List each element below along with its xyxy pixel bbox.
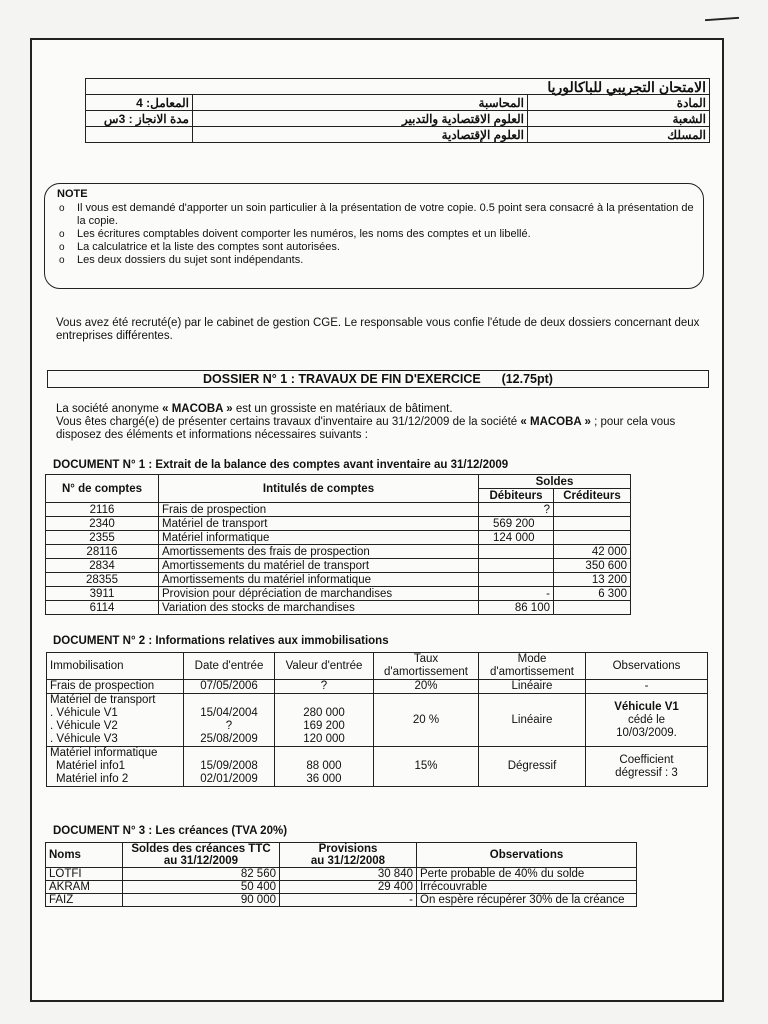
entry-values <box>275 747 374 787</box>
intro-paragraph: Vous avez été recruté(e) par le cabinet de gestion CGE. Le responsable vous confie l'étude de deux dossiers concernant deux entreprises différentes. <box>56 317 700 342</box>
asset-name: Frais de prospection <box>47 680 184 694</box>
entry-value: 280 000 <box>303 707 345 719</box>
entry-value: 88 000 <box>306 760 342 772</box>
asset-name: . Véhicule V2 <box>50 720 118 732</box>
col-header-line: Provisions <box>318 843 378 855</box>
provision: 29 400 <box>280 881 417 894</box>
col-header: Taux d'amortissement <box>374 653 479 680</box>
account-label: Amortissements du matériel informatique <box>159 573 479 587</box>
asset-group <box>47 694 184 747</box>
entry-value: 36 000 <box>306 773 342 785</box>
table-row <box>46 601 631 615</box>
exam-header-table <box>85 78 710 143</box>
depreciation-rate: 20 % <box>374 694 479 747</box>
note-item: o Les écritures comptables doivent comporter les numéros, les noms des comptes et un libellé. <box>55 228 695 241</box>
credit-value <box>554 601 631 615</box>
coefficient-cell <box>86 95 193 111</box>
entry-dates <box>184 694 275 747</box>
col-header: Soldes <box>479 475 631 489</box>
observation-line: Coefficient <box>619 753 674 766</box>
account-label: Amortissements des frais de prospection <box>159 545 479 559</box>
depreciation-mode: Linéaire <box>479 694 586 747</box>
entry-value: ? <box>275 680 374 694</box>
col-header: Observations <box>417 843 637 868</box>
account-number: 6114 <box>46 601 159 615</box>
entry-date: 25/08/2009 <box>200 733 258 745</box>
table-row <box>46 517 631 531</box>
credit-value <box>554 531 631 545</box>
account-label: Provision pour dépréciation de marchandises <box>159 587 479 601</box>
depreciation-mode: Linéaire <box>479 680 586 694</box>
entry-date: 07/05/2006 <box>184 680 275 694</box>
observation-line: 10/03/2009. <box>616 726 677 739</box>
note-title: NOTE <box>57 188 88 200</box>
asset-group-name: Matériel informatique <box>50 747 158 759</box>
pen-mark <box>705 17 739 21</box>
table-row <box>46 881 637 894</box>
observation-line: dégressif : 3 <box>615 766 678 779</box>
context-paragraph <box>56 403 706 442</box>
entry-value: 120 000 <box>303 733 345 745</box>
provision: - <box>280 894 417 907</box>
context-text: La société anonyme <box>56 403 163 415</box>
debit-value: 569 200 <box>479 517 554 531</box>
client-name: LOTFI <box>46 868 123 881</box>
observation: Perte probable de 40% du solde <box>417 868 637 881</box>
note-list <box>55 202 695 267</box>
context-text: est un grossiste en matériaux de bâtiment. <box>232 403 453 415</box>
account-label: Variation des stocks de marchandises <box>159 601 479 615</box>
col-header: N° de comptes <box>46 475 159 503</box>
table-row <box>47 694 708 747</box>
col-header: Noms <box>46 843 123 868</box>
table-row <box>46 531 631 545</box>
entry-values <box>275 694 374 747</box>
col-header: Date d'entrée <box>184 653 275 680</box>
account-label: Amortissements du matériel de transport <box>159 559 479 573</box>
observation-line: cédé le <box>627 713 666 726</box>
asset-name: Matériel info1 <box>56 760 126 772</box>
entry-date: 02/01/2009 <box>200 773 258 785</box>
observation <box>586 694 708 747</box>
doc1-table <box>45 474 631 615</box>
depreciation-mode: Dégressif <box>479 747 586 787</box>
branch-label: الشعبة <box>528 111 710 127</box>
subject-value: المحاسبة <box>193 95 528 111</box>
account-number: 2355 <box>46 531 159 545</box>
company-name: « MACOBA » <box>162 403 233 415</box>
account-number: 2116 <box>46 503 159 517</box>
entry-dates <box>184 747 275 787</box>
claim-balance: 82 560 <box>123 868 280 881</box>
coefficient-label: المعامل: <box>146 95 189 110</box>
account-label: Frais de prospection <box>159 503 479 517</box>
context-text: ; pour cela vous disposez des éléments et informations nécessaires suivants : <box>56 416 676 441</box>
table-row <box>46 559 631 573</box>
doc2-title: DOCUMENT N° 2 : Informations relatives aux immobilisations <box>53 635 389 647</box>
col-header: Mode d'amortissement <box>479 653 586 680</box>
table-row <box>46 545 631 559</box>
track-value: العلوم الإقتصادية <box>193 127 528 143</box>
client-name: AKRAM <box>46 881 123 894</box>
observation: On espère récupérer 30% de la créance <box>417 894 637 907</box>
duration-label: مدة الانجاز : <box>128 111 189 126</box>
note-item: o Les deux dossiers du sujet sont indépendants. <box>55 254 695 267</box>
col-header-line: au 31/12/2008 <box>310 855 386 867</box>
debit-value: ? <box>479 503 554 517</box>
observation <box>586 747 708 787</box>
depreciation-rate: 15% <box>374 747 479 787</box>
table-row <box>46 573 631 587</box>
exam-title: الامتحان التجريبي للباكالوريا <box>86 79 710 95</box>
empty-cell <box>86 127 193 143</box>
debit-value <box>479 545 554 559</box>
entry-value: 169 200 <box>303 720 345 732</box>
claim-balance: 90 000 <box>123 894 280 907</box>
col-header-line: au 31/12/2009 <box>163 855 239 867</box>
duration-cell <box>86 111 193 127</box>
col-header <box>280 843 417 868</box>
account-number: 28355 <box>46 573 159 587</box>
col-header-line: Soldes des créances TTC <box>131 843 271 855</box>
note-item: o Il vous est demandé d'apporter un soin particulier à la présentation de votre copie. 0.5 point sera consacré à la présentation de la copie. <box>55 202 695 228</box>
dossier-title-bar <box>47 370 709 388</box>
entry-date: 15/09/2008 <box>200 760 258 772</box>
asset-name: . Véhicule V1 <box>50 707 118 719</box>
observation: - <box>586 680 708 694</box>
debit-value: - <box>479 587 554 601</box>
asset-group-name: Matériel de transport <box>50 694 156 706</box>
credit-value <box>554 503 631 517</box>
depreciation-rate: 20% <box>374 680 479 694</box>
col-header: Valeur d'entrée <box>275 653 374 680</box>
observation: Irrécouvrable <box>417 881 637 894</box>
col-header: Intitulés de comptes <box>159 475 479 503</box>
note-box <box>44 183 704 289</box>
debit-value: 124 000 <box>479 531 554 545</box>
table-row <box>46 868 637 881</box>
claim-balance: 50 400 <box>123 881 280 894</box>
table-row <box>46 894 637 907</box>
debit-value <box>479 573 554 587</box>
entry-date: ? <box>225 720 233 732</box>
credit-value: 13 200 <box>554 573 631 587</box>
account-number: 2834 <box>46 559 159 573</box>
asset-group <box>47 747 184 787</box>
client-name: FAIZ <box>46 894 123 907</box>
credit-value: 6 300 <box>554 587 631 601</box>
branch-value: العلوم الاقتصادية والتدبير <box>193 111 528 127</box>
table-row <box>47 747 708 787</box>
provision: 30 840 <box>280 868 417 881</box>
credit-value: 350 600 <box>554 559 631 573</box>
dossier-points: (12.75pt) <box>501 372 553 386</box>
asset-name: . Véhicule V3 <box>50 733 118 745</box>
debit-value <box>479 559 554 573</box>
dossier-title: DOSSIER N° 1 : TRAVAUX DE FIN D'EXERCICE <box>203 372 481 386</box>
context-text: Vous êtes chargé(e) de présenter certains travaux d'inventaire au 31/12/2009 de la société <box>56 416 521 428</box>
account-number: 28116 <box>46 545 159 559</box>
doc1-title: DOCUMENT N° 1 : Extrait de la balance des comptes avant inventaire au 31/12/2009 <box>53 459 509 471</box>
credit-value <box>554 517 631 531</box>
asset-name: Matériel info 2 <box>56 773 129 785</box>
duration-value: 3س <box>103 111 126 126</box>
col-header: Créditeurs <box>554 489 631 503</box>
company-name: « MACOBA » <box>520 416 591 428</box>
credit-value: 42 000 <box>554 545 631 559</box>
col-header: Débiteurs <box>479 489 554 503</box>
col-header <box>123 843 280 868</box>
note-item: o La calculatrice et la liste des comptes sont autorisées. <box>55 241 695 254</box>
entry-date: 15/04/2004 <box>200 707 258 719</box>
col-header: Immobilisation <box>47 653 184 680</box>
doc3-title: DOCUMENT N° 3 : Les créances (TVA 20%) <box>53 825 288 837</box>
coefficient-value: 4 <box>136 95 143 110</box>
account-label: Matériel de transport <box>159 517 479 531</box>
track-label: المسلك <box>528 127 710 143</box>
account-number: 3911 <box>46 587 159 601</box>
table-row <box>46 587 631 601</box>
account-label: Matériel informatique <box>159 531 479 545</box>
account-number: 2340 <box>46 517 159 531</box>
subject-label: المادة <box>528 95 710 111</box>
table-row <box>46 503 631 517</box>
debit-value: 86 100 <box>479 601 554 615</box>
col-header: Observations <box>586 653 708 680</box>
doc3-table <box>45 842 637 907</box>
observation-bold: Véhicule V1 <box>614 700 679 713</box>
doc2-table <box>46 652 708 787</box>
table-row <box>47 680 708 694</box>
